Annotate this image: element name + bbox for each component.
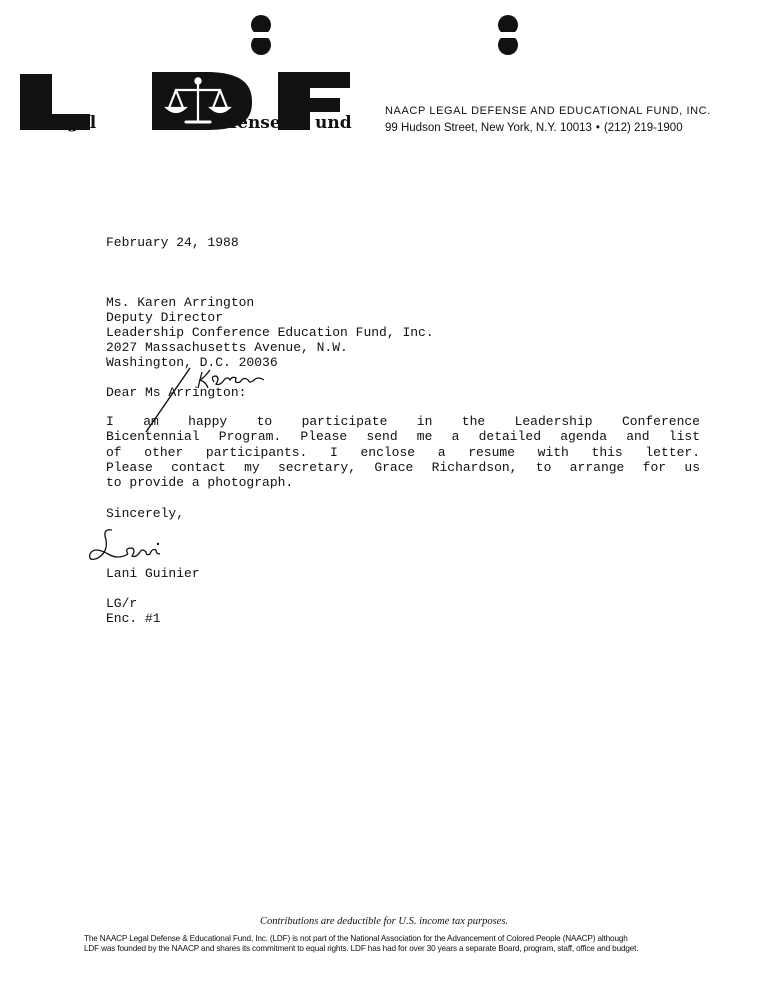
letter-date: February 24, 1988 [106,235,239,250]
logo-word-fund: und [315,113,352,133]
punch-hole-right [497,14,519,56]
body-line: Bicentennial Program. Please send me a detailed agenda and list [106,429,700,445]
logo-word-legal: egal [56,113,97,133]
recipient-org: Leadership Conference Education Fund, Inc. [106,325,434,340]
recipient-title: Deputy Director [106,310,224,325]
recipient-name: Ms. Karen Arrington [106,295,255,310]
logo-word-defense: efense [219,113,281,133]
body-line: I am happy to participate in the Leadership Conference [106,414,700,429]
disclaimer-line: LDF was founded by the NAACP and shares its commitment to equal rights. LDF has had for over 30 years a separate Board, program, staff, office and budget. [84,944,639,953]
signer-name: Lani Guinier [106,566,200,581]
signature [84,524,174,568]
closing: Sincerely, [106,506,185,521]
enclosure: Enc. #1 [106,611,161,626]
letterhead-org-block [385,104,765,136]
letter-body [106,414,700,490]
footer-disclaimer [84,934,684,954]
org-phone: (212) 219-1900 [603,122,683,134]
org-name: NAACP LEGAL DEFENSE AND EDUCATIONAL FUND, INC. [385,105,711,117]
body-line: Please contact my secretary, Grace Richardson, to arrange for us [106,459,700,475]
org-address: 99 Hudson Street, New York, N.Y. 10013 [385,122,592,134]
body-line: to provide a photograph. [106,475,294,491]
salutation: Dear Ms Arrington: [106,385,247,400]
org-address-line [385,120,765,136]
tax-deductible-note: Contributions are deductible for U.S. income tax purposes. [259,916,509,927]
body-line: of other participants. I enclose a resume with this letter. [106,444,700,460]
typist-initials: LG/r [106,596,138,611]
disclaimer-line: The NAACP Legal Defense & Educational Fund, Inc. (LDF) is not part of the National Association for the Advancement of Colored People (NAACP) although [84,934,628,943]
recipient-city: Washington, D.C. 20036 [106,355,278,370]
ldf-logo [16,70,366,136]
recipient-street: 2027 Massachusetts Avenue, N.W. [106,340,348,355]
address-bullet: • [595,122,600,134]
punch-hole-left [250,14,272,56]
